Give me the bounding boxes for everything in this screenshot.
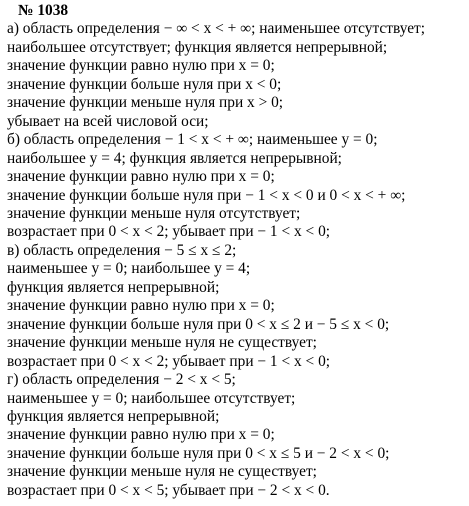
solution-line: в) область определения − 5 ≤ x ≤ 2;: [7, 241, 237, 259]
solution-line: наибольшее отсутствует; функция является непрерывной;: [7, 38, 388, 56]
solution-line: значение функции больше нуля при − 1 < x < 0 и 0 < x < + ∞;: [7, 186, 406, 204]
solution-line: убывает на всей числовой оси;: [7, 112, 209, 130]
solution-line: значение функции меньше нуля не существует;: [7, 334, 317, 352]
solution-line: значение функции равно нулю при x = 0;: [7, 426, 275, 444]
solution-line: функция является непрерывной;: [7, 407, 220, 425]
solution-line: значение функции равно нулю при x = 0;: [7, 57, 275, 75]
solution-line: значение функции меньше нуля не существует;: [7, 463, 317, 481]
solution-line: наибольшее y = 4; функция является непрерывной;: [7, 149, 342, 167]
solution-line: наименьшее y = 0; наибольшее отсутствует;: [7, 389, 296, 407]
solution-line: г) область определения − 2 < x < 5;: [7, 371, 236, 389]
solution-line: значение функции меньше нуля отсутствует;: [7, 204, 301, 222]
solution-line: значение функции равно нулю при x = 0;: [7, 297, 275, 315]
solution-line: возрастает при 0 < x < 5; убывает при − 2 < x < 0.: [7, 481, 330, 499]
solution-page: [7, 2, 465, 500]
solution-line: возрастает при 0 < x < 2; убывает при − 1 < x < 0;: [7, 352, 331, 370]
solution-line: а) область определения − ∞ < x < + ∞; наименьшее отсутствует;: [7, 20, 426, 38]
solution-line: возрастает при 0 < x < 2; убывает при − 1 < x < 0;: [7, 223, 331, 241]
solution-line: значение функции равно нулю при x = 0;: [7, 168, 275, 186]
solution-line: функция является непрерывной;: [7, 278, 220, 296]
solution-line: значение функции больше нуля при 0 < x ≤ 2 и − 5 ≤ x < 0;: [7, 315, 390, 333]
solution-line: значение функции больше нуля при x < 0;: [7, 75, 282, 93]
solution-line: значение функции меньше нуля при x > 0;: [7, 94, 284, 112]
problem-number: № 1038: [18, 2, 69, 19]
solution-line: наименьшее y = 0; наибольшее y = 4;: [7, 260, 251, 278]
solution-line: значение функции больше нуля при 0 < x ≤ 5 и − 2 < x < 0;: [7, 444, 390, 462]
solution-line: б) область определения − 1 < x < + ∞; наименьшее y = 0;: [7, 131, 378, 149]
